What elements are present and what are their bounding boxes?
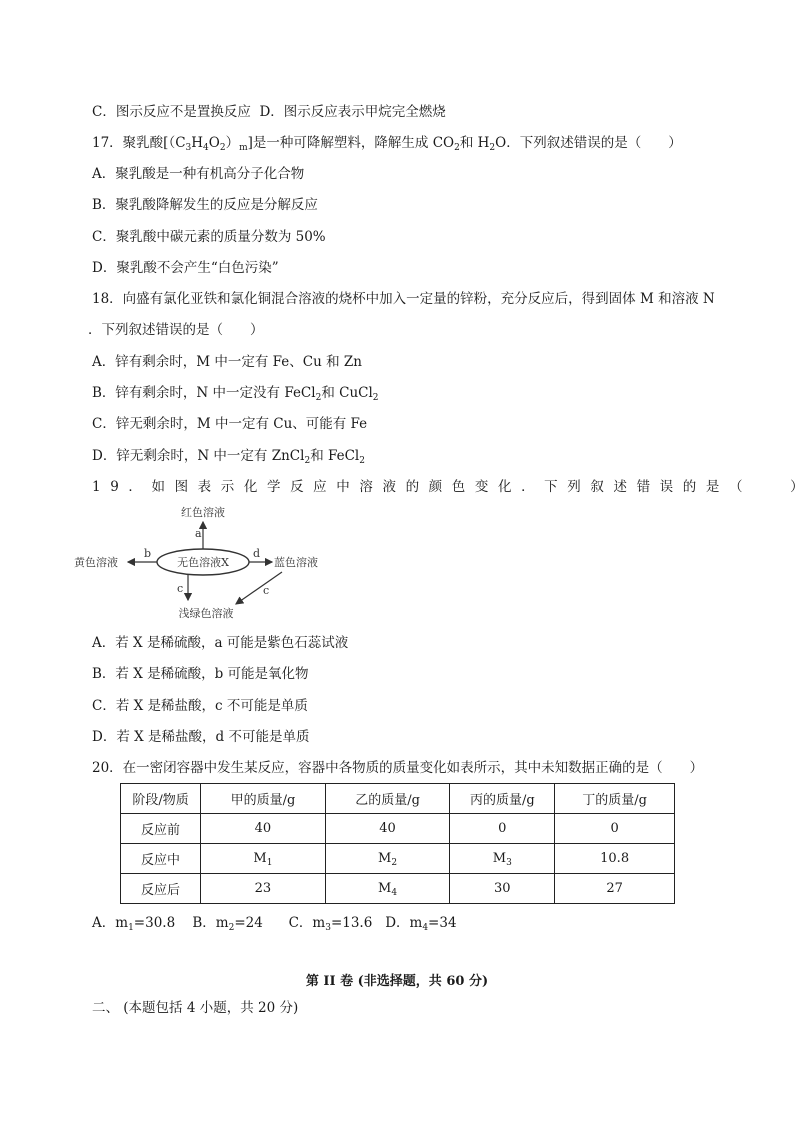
q16-option-d: D．图示反应表示甲烷完全燃烧 [259, 104, 446, 120]
label-c1: c [177, 582, 184, 595]
table-cell: 0 [450, 814, 555, 844]
bottom-label: 浅绿色溶液 [178, 607, 234, 620]
stage-cell: 反应前 [121, 814, 201, 844]
section-title: 第 II 卷 (非选择题，共 60 分) [305, 974, 489, 989]
table-cell: 0 [555, 814, 675, 844]
table-cell: $M_2$ [325, 844, 450, 874]
header-cell: 甲的质量/g [201, 784, 326, 814]
table-cell: 27 [555, 874, 675, 904]
top-label: 红色溶液 [181, 506, 225, 519]
color-change-diagram [60, 500, 350, 625]
part-two-heading: 二、 (本题包括 4 小题，共 20 分) [92, 1000, 299, 1016]
q17-option-d: D．聚乳酸不会产生“白色污染” [92, 260, 279, 276]
stage-cell: 反应后 [121, 874, 201, 904]
arrow-c2 [236, 572, 282, 604]
label-a: a [195, 527, 202, 540]
q18-option-d: D．锌无剩余时，N 中一定有 ZnCl$_2$和 FeCl$_2$ [92, 448, 365, 466]
table-cell: $M_3$ [450, 844, 555, 874]
q17-option-a: A．聚乳酸是一种有机高分子化合物 [92, 166, 305, 182]
table-cell: $M_1$ [201, 844, 326, 874]
label-d: d [253, 547, 261, 560]
q19-stem: 19．如图表示化学反应中溶液的颜色变化．下列叙述错误的是（ ） [92, 479, 804, 495]
table-header-row [121, 784, 675, 814]
q19-option-d: D．若 X 是稀盐酸，d 不可能是单质 [92, 729, 310, 745]
q20-option-a: A．$m_1=30.8$ [92, 915, 176, 933]
q20-option-c: C．$m_3=13.6$ [288, 915, 373, 933]
q19-option-c: C．若 X 是稀盐酸，c 不可能是单质 [92, 698, 308, 714]
label-c2: c [263, 584, 270, 597]
right-label: 蓝色溶液 [274, 556, 318, 569]
q17-option-b: B．聚乳酸降解发生的反应是分解反应 [92, 197, 318, 213]
q20-answer-options [92, 914, 457, 932]
q18-option-a: A．锌有剩余时，M 中一定有 Fe、Cu 和 Zn [92, 354, 362, 370]
header-cell: 乙的质量/g [325, 784, 450, 814]
label-b: b [144, 547, 152, 560]
q16-option-c: C．图示反应不是置换反应 [92, 104, 251, 120]
q18-option-c: C．锌无剩余时，M 中一定有 Cu、可能有 Fe [92, 416, 368, 432]
q19-option-a: A．若 X 是稀硫酸，a 可能是紫色石蕊试液 [92, 635, 349, 651]
table-cell: 10.8 [555, 844, 675, 874]
table-cell: $M_4$ [325, 874, 450, 904]
table-row [121, 874, 675, 904]
q18-option-b: B．锌有剩余时，N 中一定没有 FeCl$_2$和 CuCl$_2$ [92, 385, 379, 403]
header-cell: 阶段/物质 [121, 784, 201, 814]
table-row [121, 844, 675, 874]
table-cell: 30 [450, 874, 555, 904]
table-cell: 23 [201, 874, 326, 904]
q16-options-cd [92, 103, 446, 121]
table-cell: 40 [325, 814, 450, 844]
table-cell: 40 [201, 814, 326, 844]
q17-stem: 17．聚乳酸$[(C_3H_4O_2)_m]$是一种可降解塑料，降解生成 $CO_2$和 $H_2O$．下列叙述错误的是（ ） [92, 135, 682, 153]
q20-stem: 20．在一密闭容器中发生某反应，容器中各物质的质量变化如表所示，其中未知数据正确的是（ ） [92, 760, 704, 776]
q20-option-d: D．$m_4=34$ [385, 915, 457, 933]
q18-stem-line1: 18．向盛有氯化亚铁和氯化铜混合溶液的烧杯中加入一定量的锌粉，充分反应后，得到固体 M 和溶液 N [92, 291, 715, 307]
q17-option-c: C．聚乳酸中碳元素的质量分数为 50% [92, 229, 326, 245]
q20-option-b: B．$m_2=24$ [192, 915, 263, 933]
table-row [121, 814, 675, 844]
stage-cell: 反应中 [121, 844, 201, 874]
header-cell: 丙的质量/g [450, 784, 555, 814]
mass-change-table [120, 783, 675, 904]
q18-stem-line2: ．下列叙述错误的是（ ） [88, 322, 264, 338]
center-label: 无色溶液X [177, 556, 229, 569]
left-label: 黄色溶液 [74, 556, 118, 569]
header-cell: 丁的质量/g [555, 784, 675, 814]
q19-option-b: B．若 X 是稀硫酸，b 可能是氧化物 [92, 666, 309, 682]
